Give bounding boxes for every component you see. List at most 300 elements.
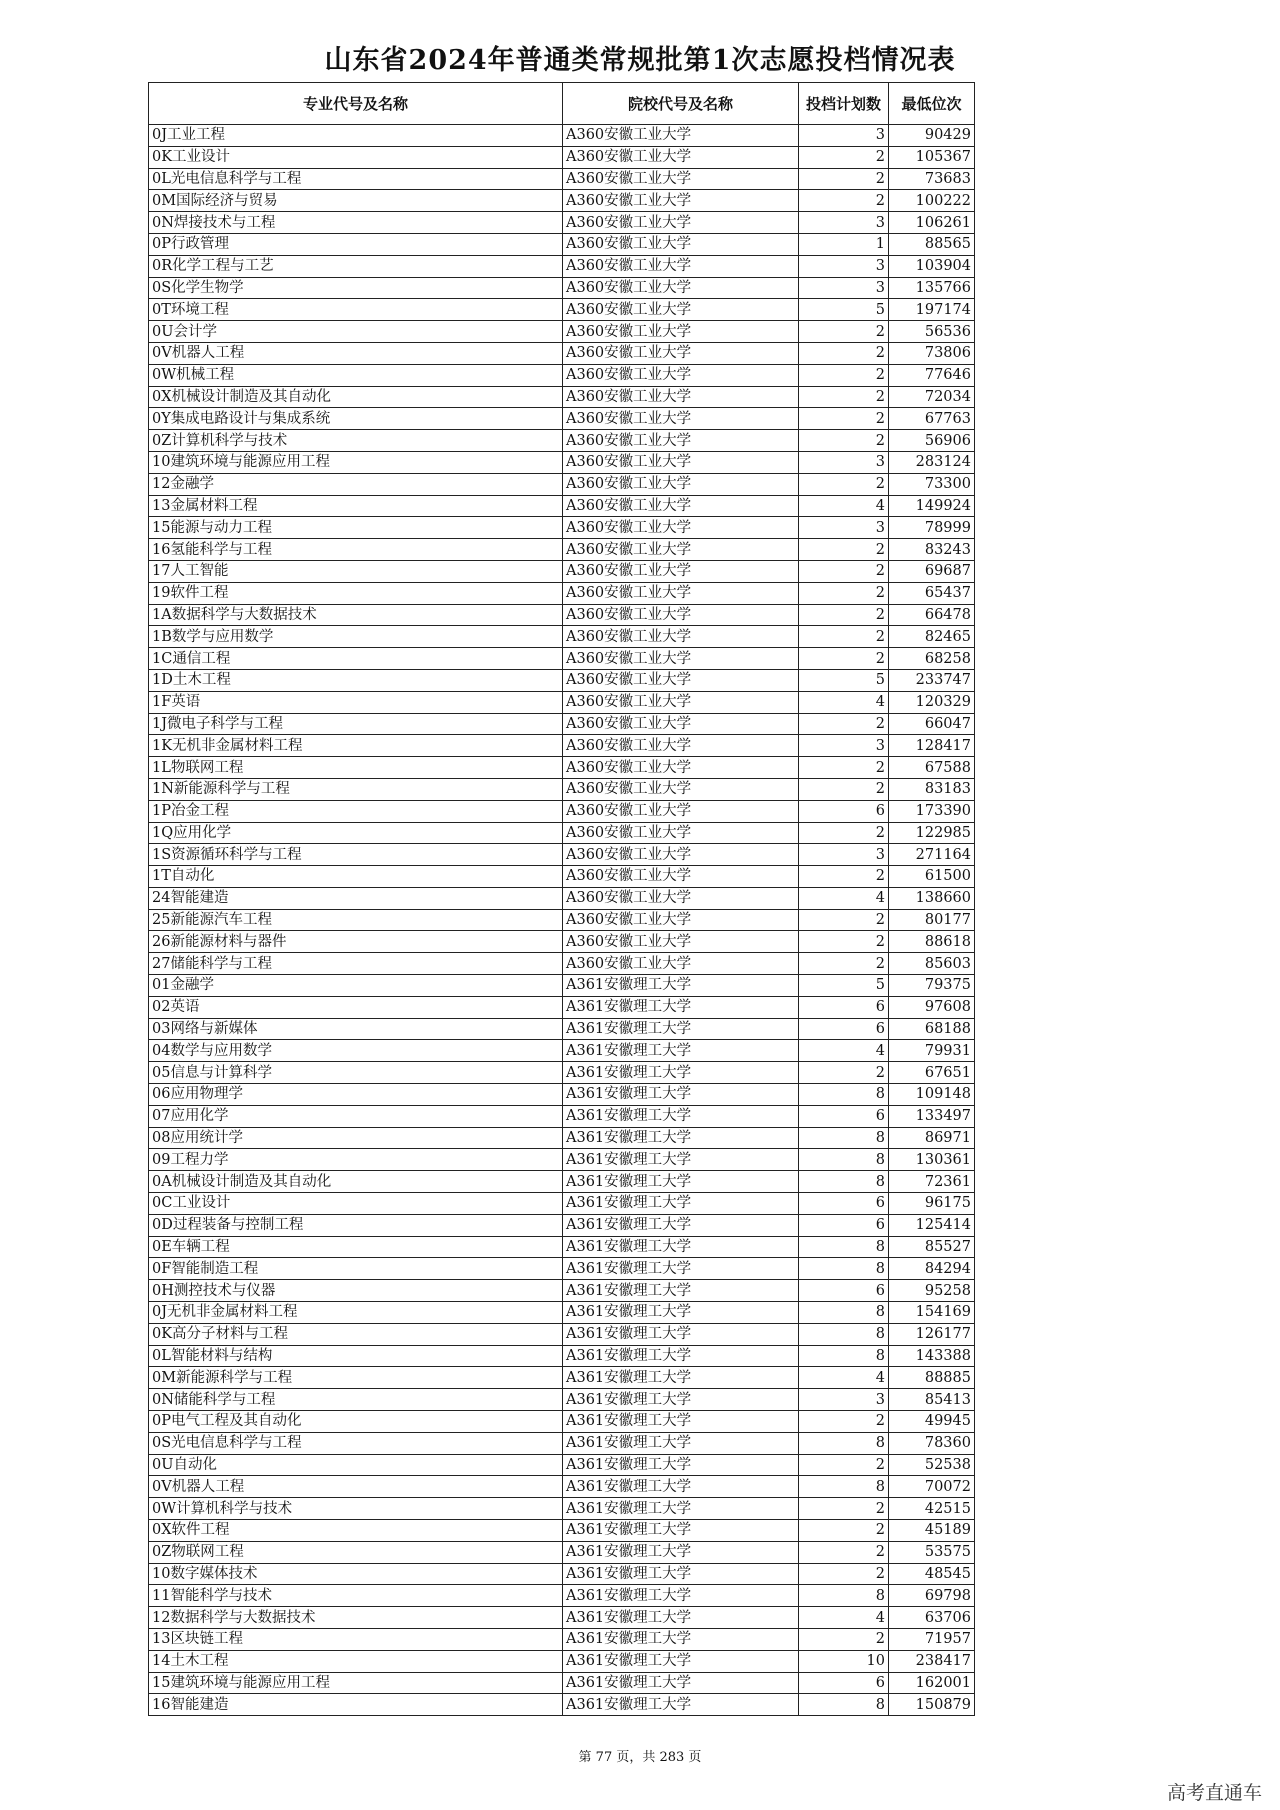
table-row xyxy=(149,713,975,735)
cell-school: A360安徽工业大学 xyxy=(563,691,799,713)
table-row xyxy=(149,1105,975,1127)
cell-major: 0X机械设计制造及其自动化 xyxy=(149,386,563,408)
cell-plan-count: 2 xyxy=(799,953,889,975)
cell-major: 0E车辆工程 xyxy=(149,1236,563,1258)
cell-plan-count: 8 xyxy=(799,1258,889,1280)
table-row xyxy=(149,669,975,691)
cell-school: A361安徽理工大学 xyxy=(563,1302,799,1324)
cell-school: A360安徽工业大学 xyxy=(563,473,799,495)
cell-plan-count: 2 xyxy=(799,408,889,430)
cell-major: 0T环境工程 xyxy=(149,299,563,321)
cell-major: 06应用物理学 xyxy=(149,1084,563,1106)
table-row xyxy=(149,1062,975,1084)
cell-min-rank: 45189 xyxy=(889,1520,975,1542)
cell-min-rank: 56536 xyxy=(889,321,975,343)
cell-min-rank: 42515 xyxy=(889,1498,975,1520)
cell-major: 0U会计学 xyxy=(149,321,563,343)
table-row xyxy=(149,517,975,539)
table-row xyxy=(149,1498,975,1520)
cell-school: A360安徽工业大学 xyxy=(563,364,799,386)
cell-school: A360安徽工业大学 xyxy=(563,866,799,888)
cell-major: 0H测控技术与仪器 xyxy=(149,1280,563,1302)
table-row xyxy=(149,342,975,364)
cell-plan-count: 2 xyxy=(799,866,889,888)
cell-min-rank: 138660 xyxy=(889,887,975,909)
cell-min-rank: 63706 xyxy=(889,1607,975,1629)
cell-major: 0X软件工程 xyxy=(149,1520,563,1542)
cell-plan-count: 8 xyxy=(799,1149,889,1171)
cell-major: 0S光电信息科学与工程 xyxy=(149,1432,563,1454)
table-row xyxy=(149,691,975,713)
cell-major: 19软件工程 xyxy=(149,582,563,604)
cell-school: A361安徽理工大学 xyxy=(563,1105,799,1127)
cell-major: 1K无机非金属材料工程 xyxy=(149,735,563,757)
cell-school: A360安徽工业大学 xyxy=(563,495,799,517)
cell-school: A361安徽理工大学 xyxy=(563,1367,799,1389)
cell-school: A361安徽理工大学 xyxy=(563,1323,799,1345)
cell-min-rank: 105367 xyxy=(889,146,975,168)
cell-school: A360安徽工业大学 xyxy=(563,953,799,975)
cell-major: 05信息与计算科学 xyxy=(149,1062,563,1084)
cell-major: 1N新能源科学与工程 xyxy=(149,778,563,800)
cell-plan-count: 4 xyxy=(799,887,889,909)
cell-major: 0Z物联网工程 xyxy=(149,1541,563,1563)
cell-school: A360安徽工业大学 xyxy=(563,582,799,604)
cell-major: 16智能建造 xyxy=(149,1694,563,1716)
cell-min-rank: 130361 xyxy=(889,1149,975,1171)
table-body xyxy=(149,125,975,1716)
cell-plan-count: 3 xyxy=(799,1389,889,1411)
table-row xyxy=(149,539,975,561)
table-row xyxy=(149,430,975,452)
table-row xyxy=(149,1411,975,1433)
cell-school: A360安徽工业大学 xyxy=(563,386,799,408)
cell-min-rank: 126177 xyxy=(889,1323,975,1345)
cell-min-rank: 83243 xyxy=(889,539,975,561)
cell-school: A360安徽工业大学 xyxy=(563,931,799,953)
cell-school: A360安徽工业大学 xyxy=(563,125,799,147)
cell-plan-count: 6 xyxy=(799,996,889,1018)
page-footer: 第 77 页，共 283 页 xyxy=(578,1750,702,1765)
cell-school: A361安徽理工大学 xyxy=(563,1084,799,1106)
cell-min-rank: 233747 xyxy=(889,669,975,691)
cell-min-rank: 67588 xyxy=(889,757,975,779)
cell-min-rank: 135766 xyxy=(889,277,975,299)
table-row xyxy=(149,626,975,648)
table-row xyxy=(149,1018,975,1040)
cell-major: 25新能源汽车工程 xyxy=(149,909,563,931)
cell-school: A360安徽工业大学 xyxy=(563,757,799,779)
cell-school: A361安徽理工大学 xyxy=(563,1628,799,1650)
cell-min-rank: 66478 xyxy=(889,604,975,626)
cell-school: A360安徽工业大学 xyxy=(563,277,799,299)
cell-min-rank: 85603 xyxy=(889,953,975,975)
table-row xyxy=(149,1563,975,1585)
cell-school: A360安徽工业大学 xyxy=(563,146,799,168)
cell-min-rank: 82465 xyxy=(889,626,975,648)
cell-plan-count: 2 xyxy=(799,778,889,800)
cell-min-rank: 143388 xyxy=(889,1345,975,1367)
cell-school: A361安徽理工大学 xyxy=(563,1672,799,1694)
cell-min-rank: 86971 xyxy=(889,1127,975,1149)
table-row xyxy=(149,386,975,408)
cell-major: 04数学与应用数学 xyxy=(149,1040,563,1062)
cell-min-rank: 97608 xyxy=(889,996,975,1018)
cell-major: 0V机器人工程 xyxy=(149,1476,563,1498)
cell-plan-count: 3 xyxy=(799,844,889,866)
cell-plan-count: 2 xyxy=(799,931,889,953)
cell-major: 13区块链工程 xyxy=(149,1628,563,1650)
cell-min-rank: 154169 xyxy=(889,1302,975,1324)
table-row xyxy=(149,190,975,212)
cell-school: A360安徽工业大学 xyxy=(563,560,799,582)
cell-plan-count: 1 xyxy=(799,233,889,255)
cell-major: 17人工智能 xyxy=(149,560,563,582)
cell-school: A360安徽工业大学 xyxy=(563,168,799,190)
cell-min-rank: 69687 xyxy=(889,560,975,582)
table-row xyxy=(149,1280,975,1302)
cell-min-rank: 173390 xyxy=(889,800,975,822)
table-row xyxy=(149,277,975,299)
cell-min-rank: 53575 xyxy=(889,1541,975,1563)
cell-min-rank: 122985 xyxy=(889,822,975,844)
cell-plan-count: 2 xyxy=(799,473,889,495)
cell-min-rank: 120329 xyxy=(889,691,975,713)
table-row xyxy=(149,146,975,168)
cell-plan-count: 6 xyxy=(799,1193,889,1215)
cell-min-rank: 106261 xyxy=(889,212,975,234)
cell-school: A360安徽工业大学 xyxy=(563,669,799,691)
cell-plan-count: 2 xyxy=(799,626,889,648)
table-row xyxy=(149,299,975,321)
cell-plan-count: 2 xyxy=(799,342,889,364)
cell-school: A360安徽工业大学 xyxy=(563,451,799,473)
cell-school: A361安徽理工大学 xyxy=(563,1171,799,1193)
cell-school: A360安徽工业大学 xyxy=(563,778,799,800)
cell-min-rank: 271164 xyxy=(889,844,975,866)
table-row xyxy=(149,125,975,147)
cell-school: A360安徽工业大学 xyxy=(563,190,799,212)
cell-min-rank: 283124 xyxy=(889,451,975,473)
cell-school: A361安徽理工大学 xyxy=(563,1411,799,1433)
cell-plan-count: 3 xyxy=(799,125,889,147)
table-row xyxy=(149,473,975,495)
cell-school: A360安徽工业大学 xyxy=(563,735,799,757)
cell-major: 14土木工程 xyxy=(149,1650,563,1672)
table-row xyxy=(149,495,975,517)
table-row xyxy=(149,1650,975,1672)
table-row xyxy=(149,255,975,277)
cell-school: A361安徽理工大学 xyxy=(563,1520,799,1542)
cell-major: 0N储能科学与工程 xyxy=(149,1389,563,1411)
cell-major: 0U自动化 xyxy=(149,1454,563,1476)
cell-school: A361安徽理工大学 xyxy=(563,1214,799,1236)
table-row xyxy=(149,233,975,255)
cell-plan-count: 3 xyxy=(799,255,889,277)
cell-major: 0M国际经济与贸易 xyxy=(149,190,563,212)
cell-min-rank: 67763 xyxy=(889,408,975,430)
cell-school: A360安徽工业大学 xyxy=(563,212,799,234)
cell-plan-count: 4 xyxy=(799,1367,889,1389)
cell-min-rank: 95258 xyxy=(889,1280,975,1302)
cell-major: 1D土木工程 xyxy=(149,669,563,691)
table-row xyxy=(149,1302,975,1324)
cell-school: A360安徽工业大学 xyxy=(563,342,799,364)
cell-school: A361安徽理工大学 xyxy=(563,1018,799,1040)
cell-school: A361安徽理工大学 xyxy=(563,1389,799,1411)
cell-plan-count: 3 xyxy=(799,277,889,299)
cell-plan-count: 2 xyxy=(799,1628,889,1650)
cell-major: 0L智能材料与结构 xyxy=(149,1345,563,1367)
cell-min-rank: 80177 xyxy=(889,909,975,931)
cell-min-rank: 61500 xyxy=(889,866,975,888)
cell-min-rank: 68188 xyxy=(889,1018,975,1040)
table-row xyxy=(149,1432,975,1454)
cell-school: A360安徽工业大学 xyxy=(563,604,799,626)
cell-school: A361安徽理工大学 xyxy=(563,1062,799,1084)
table-row xyxy=(149,1454,975,1476)
table-row xyxy=(149,800,975,822)
cell-min-rank: 49945 xyxy=(889,1411,975,1433)
table-row xyxy=(149,408,975,430)
cell-school: A361安徽理工大学 xyxy=(563,1345,799,1367)
cell-major: 0S化学生物学 xyxy=(149,277,563,299)
cell-min-rank: 90429 xyxy=(889,125,975,147)
cell-plan-count: 2 xyxy=(799,604,889,626)
cell-plan-count: 10 xyxy=(799,1650,889,1672)
cell-plan-count: 2 xyxy=(799,822,889,844)
cell-plan-count: 6 xyxy=(799,1672,889,1694)
cell-min-rank: 77646 xyxy=(889,364,975,386)
cell-plan-count: 2 xyxy=(799,1411,889,1433)
cell-school: A360安徽工业大学 xyxy=(563,321,799,343)
cell-major: 0A机械设计制造及其自动化 xyxy=(149,1171,563,1193)
cell-major: 1F英语 xyxy=(149,691,563,713)
cell-school: A360安徽工业大学 xyxy=(563,800,799,822)
cell-min-rank: 109148 xyxy=(889,1084,975,1106)
cell-major: 1S资源循环科学与工程 xyxy=(149,844,563,866)
cell-plan-count: 2 xyxy=(799,321,889,343)
cell-plan-count: 3 xyxy=(799,212,889,234)
cell-plan-count: 2 xyxy=(799,146,889,168)
cell-min-rank: 56906 xyxy=(889,430,975,452)
cell-plan-count: 3 xyxy=(799,451,889,473)
cell-school: A361安徽理工大学 xyxy=(563,1585,799,1607)
cell-school: A360安徽工业大学 xyxy=(563,648,799,670)
cell-plan-count: 8 xyxy=(799,1302,889,1324)
table-row xyxy=(149,953,975,975)
cell-school: A360安徽工业大学 xyxy=(563,255,799,277)
header-school: 院校代号及名称 xyxy=(563,83,799,125)
cell-min-rank: 73300 xyxy=(889,473,975,495)
table-row xyxy=(149,1040,975,1062)
page-title: 山东省2024年普通类常规批第1次志愿投档情况表 xyxy=(324,45,956,76)
header-plan-count: 投档计划数 xyxy=(799,83,889,125)
cell-major: 1Q应用化学 xyxy=(149,822,563,844)
cell-school: A361安徽理工大学 xyxy=(563,1432,799,1454)
cell-plan-count: 8 xyxy=(799,1476,889,1498)
cell-min-rank: 73806 xyxy=(889,342,975,364)
admission-table xyxy=(148,82,975,1716)
cell-plan-count: 2 xyxy=(799,909,889,931)
table-row xyxy=(149,844,975,866)
cell-major: 1P冶金工程 xyxy=(149,800,563,822)
cell-plan-count: 8 xyxy=(799,1345,889,1367)
cell-plan-count: 6 xyxy=(799,1018,889,1040)
cell-school: A361安徽理工大学 xyxy=(563,1193,799,1215)
table-row xyxy=(149,560,975,582)
table-row xyxy=(149,1607,975,1629)
cell-min-rank: 72361 xyxy=(889,1171,975,1193)
cell-major: 03网络与新媒体 xyxy=(149,1018,563,1040)
cell-school: A361安徽理工大学 xyxy=(563,1236,799,1258)
cell-plan-count: 5 xyxy=(799,975,889,997)
cell-min-rank: 150879 xyxy=(889,1694,975,1716)
cell-min-rank: 100222 xyxy=(889,190,975,212)
cell-major: 0L光电信息科学与工程 xyxy=(149,168,563,190)
table-row xyxy=(149,1672,975,1694)
cell-school: A360安徽工业大学 xyxy=(563,822,799,844)
cell-major: 16氢能科学与工程 xyxy=(149,539,563,561)
table-row xyxy=(149,1389,975,1411)
cell-major: 01金融学 xyxy=(149,975,563,997)
cell-school: A361安徽理工大学 xyxy=(563,1694,799,1716)
cell-min-rank: 88885 xyxy=(889,1367,975,1389)
cell-min-rank: 88565 xyxy=(889,233,975,255)
cell-min-rank: 85527 xyxy=(889,1236,975,1258)
cell-min-rank: 238417 xyxy=(889,1650,975,1672)
cell-plan-count: 2 xyxy=(799,1563,889,1585)
cell-school: A361安徽理工大学 xyxy=(563,1607,799,1629)
cell-plan-count: 4 xyxy=(799,495,889,517)
table-row xyxy=(149,996,975,1018)
cell-school: A360安徽工业大学 xyxy=(563,713,799,735)
cell-plan-count: 5 xyxy=(799,669,889,691)
table-row xyxy=(149,582,975,604)
table-row xyxy=(149,1084,975,1106)
cell-major: 12数据科学与大数据技术 xyxy=(149,1607,563,1629)
cell-min-rank: 72034 xyxy=(889,386,975,408)
cell-major: 0N焊接技术与工程 xyxy=(149,212,563,234)
cell-min-rank: 65437 xyxy=(889,582,975,604)
cell-major: 0K工业设计 xyxy=(149,146,563,168)
cell-min-rank: 78360 xyxy=(889,1432,975,1454)
cell-major: 0V机器人工程 xyxy=(149,342,563,364)
cell-school: A361安徽理工大学 xyxy=(563,1476,799,1498)
cell-plan-count: 2 xyxy=(799,648,889,670)
table-row xyxy=(149,1171,975,1193)
header-major: 专业代号及名称 xyxy=(149,83,563,125)
cell-school: A361安徽理工大学 xyxy=(563,1541,799,1563)
cell-min-rank: 88618 xyxy=(889,931,975,953)
cell-major: 02英语 xyxy=(149,996,563,1018)
cell-min-rank: 78999 xyxy=(889,517,975,539)
table-row xyxy=(149,364,975,386)
table-row xyxy=(149,735,975,757)
cell-min-rank: 197174 xyxy=(889,299,975,321)
cell-school: A360安徽工业大学 xyxy=(563,539,799,561)
cell-min-rank: 128417 xyxy=(889,735,975,757)
table-row xyxy=(149,1541,975,1563)
cell-min-rank: 48545 xyxy=(889,1563,975,1585)
cell-school: A360安徽工业大学 xyxy=(563,844,799,866)
cell-school: A360安徽工业大学 xyxy=(563,887,799,909)
cell-plan-count: 8 xyxy=(799,1432,889,1454)
cell-plan-count: 6 xyxy=(799,1105,889,1127)
cell-min-rank: 79375 xyxy=(889,975,975,997)
cell-major: 1A数据科学与大数据技术 xyxy=(149,604,563,626)
cell-min-rank: 66047 xyxy=(889,713,975,735)
cell-plan-count: 2 xyxy=(799,713,889,735)
cell-school: A360安徽工业大学 xyxy=(563,430,799,452)
cell-plan-count: 6 xyxy=(799,1214,889,1236)
table-row xyxy=(149,822,975,844)
cell-min-rank: 125414 xyxy=(889,1214,975,1236)
table-row xyxy=(149,321,975,343)
cell-min-rank: 73683 xyxy=(889,168,975,190)
table-row xyxy=(149,1127,975,1149)
cell-major: 0D过程装备与控制工程 xyxy=(149,1214,563,1236)
table-row xyxy=(149,1149,975,1171)
cell-major: 1J微电子科学与工程 xyxy=(149,713,563,735)
cell-min-rank: 85413 xyxy=(889,1389,975,1411)
header-min-rank: 最低位次 xyxy=(889,83,975,125)
table-row xyxy=(149,1520,975,1542)
table-row xyxy=(149,168,975,190)
cell-school: A360安徽工业大学 xyxy=(563,909,799,931)
table-row xyxy=(149,757,975,779)
cell-min-rank: 79931 xyxy=(889,1040,975,1062)
cell-plan-count: 2 xyxy=(799,560,889,582)
table-row xyxy=(149,1345,975,1367)
cell-school: A360安徽工业大学 xyxy=(563,233,799,255)
cell-major: 1L物联网工程 xyxy=(149,757,563,779)
cell-plan-count: 8 xyxy=(799,1127,889,1149)
cell-major: 0J工业工程 xyxy=(149,125,563,147)
table-row xyxy=(149,1585,975,1607)
cell-plan-count: 2 xyxy=(799,190,889,212)
cell-major: 15建筑环境与能源应用工程 xyxy=(149,1672,563,1694)
cell-school: A360安徽工业大学 xyxy=(563,626,799,648)
cell-major: 0P电气工程及其自动化 xyxy=(149,1411,563,1433)
cell-major: 0W机械工程 xyxy=(149,364,563,386)
cell-school: A361安徽理工大学 xyxy=(563,1454,799,1476)
cell-school: A361安徽理工大学 xyxy=(563,1040,799,1062)
cell-plan-count: 4 xyxy=(799,1607,889,1629)
table-row xyxy=(149,212,975,234)
cell-school: A360安徽工业大学 xyxy=(563,517,799,539)
table-row xyxy=(149,1193,975,1215)
cell-min-rank: 52538 xyxy=(889,1454,975,1476)
cell-min-rank: 103904 xyxy=(889,255,975,277)
cell-min-rank: 162001 xyxy=(889,1672,975,1694)
cell-plan-count: 8 xyxy=(799,1236,889,1258)
cell-school: A361安徽理工大学 xyxy=(563,1563,799,1585)
cell-min-rank: 68258 xyxy=(889,648,975,670)
cell-major: 0C工业设计 xyxy=(149,1193,563,1215)
cell-major: 1C通信工程 xyxy=(149,648,563,670)
cell-plan-count: 3 xyxy=(799,735,889,757)
table-row xyxy=(149,451,975,473)
cell-school: A361安徽理工大学 xyxy=(563,1650,799,1672)
cell-min-rank: 69798 xyxy=(889,1585,975,1607)
cell-school: A361安徽理工大学 xyxy=(563,975,799,997)
cell-plan-count: 2 xyxy=(799,168,889,190)
cell-plan-count: 2 xyxy=(799,430,889,452)
cell-plan-count: 8 xyxy=(799,1084,889,1106)
cell-major: 13金属材料工程 xyxy=(149,495,563,517)
cell-plan-count: 2 xyxy=(799,757,889,779)
